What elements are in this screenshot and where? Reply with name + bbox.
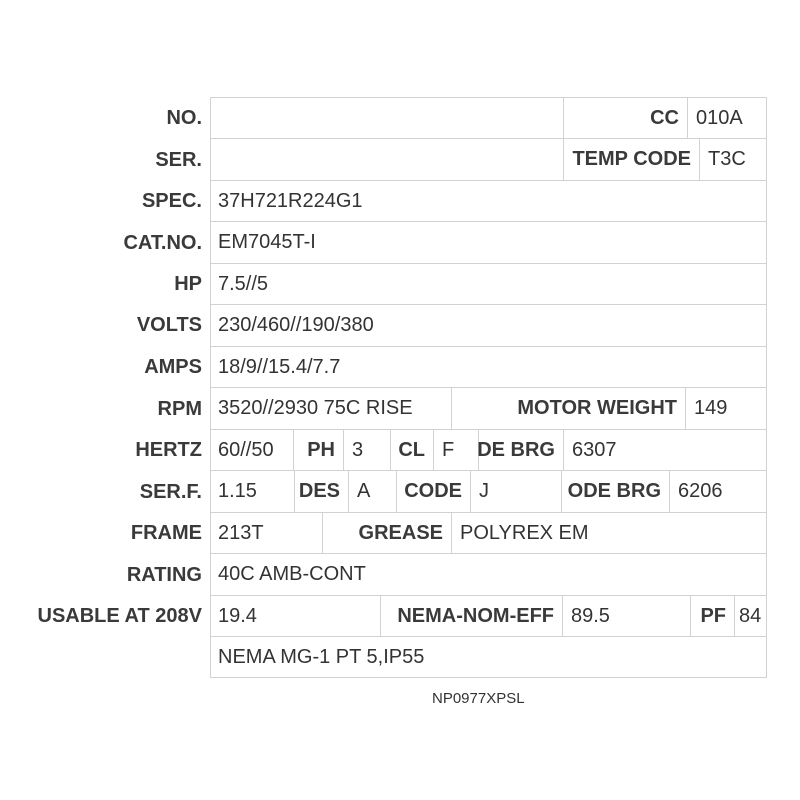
row-cat-no [210,221,767,263]
label-cl: CL [390,429,433,471]
value-serf: 1.15 [218,479,257,502]
row-ser [210,138,767,180]
value-des: A [348,470,396,512]
value-temp-code: T3C [699,138,767,180]
value-cl: F [433,429,478,471]
value-amps: 18/9//15.4/7.7 [218,355,341,378]
label-rating: RATING [126,564,202,586]
label-cc: CC [563,97,687,139]
label-nema-nom-eff: NEMA-NOM-EFF [380,595,562,637]
label-ser: SER. [155,149,202,171]
row-spec [210,180,767,222]
label-frame: FRAME [130,522,202,544]
value-hertz: 60//50 [218,438,274,461]
value-cc: 010A [687,97,767,139]
row-amps [210,346,767,388]
value-spec: 37H721R224G1 [218,189,363,212]
value-rpm: 3520//2930 75C RISE [218,396,413,419]
row-standard [210,636,767,678]
part-number: NP0977XPSL [432,690,525,707]
label-ph: PH [293,429,343,471]
value-cat-no: EM7045T-I [218,230,316,253]
value-volts: 230/460//190/380 [218,313,374,336]
label-pf: PF [690,595,734,637]
value-standard: NEMA MG-1 PT 5,IP55 [218,645,425,668]
label-temp-code: TEMP CODE [563,138,699,180]
row-no [210,97,767,139]
value-ode-brg: 6206 [669,470,767,512]
label-rpm: RPM [157,398,202,420]
label-usable-at-208v: USABLE AT 208V [37,605,202,627]
row-hertz [210,429,767,471]
value-nema-nom-eff: 89.5 [562,595,690,637]
row-frame [210,512,767,554]
row-hp [210,263,767,305]
label-no: NO. [166,107,202,129]
label-volts: VOLTS [136,314,202,336]
label-grease: GREASE [322,512,451,554]
row-volts [210,304,767,346]
value-usable-at-208v: 19.4 [218,604,257,627]
row-serf [210,470,767,512]
row-rpm [210,387,767,429]
label-ode-brg: ODE BRG [561,470,669,512]
value-grease: POLYREX EM [451,512,767,554]
value-frame: 213T [218,521,264,544]
row-usable [210,595,767,637]
value-no [210,97,563,139]
value-motor-weight: 149 [685,387,767,429]
label-serf: SER.F. [139,481,202,503]
label-de-brg: DE BRG [478,429,563,471]
value-rating: 40C AMB-CONT [218,562,366,585]
label-hertz: HERTZ [135,439,202,461]
row-rating [210,553,767,595]
value-code: J [470,470,561,512]
label-spec: SPEC. [141,190,202,212]
label-code: CODE [396,470,470,512]
label-des: DES [294,470,348,512]
label-hp: HP [174,273,202,295]
value-hp: 7.5//5 [218,272,269,295]
value-pf: 84 [734,595,767,637]
label-cat-no: CAT.NO. [123,232,202,254]
label-motor-weight: MOTOR WEIGHT [451,387,685,429]
value-ph: 3 [343,429,390,471]
value-ser [210,138,563,180]
value-de-brg: 6307 [563,429,767,471]
label-amps: AMPS [144,356,202,378]
